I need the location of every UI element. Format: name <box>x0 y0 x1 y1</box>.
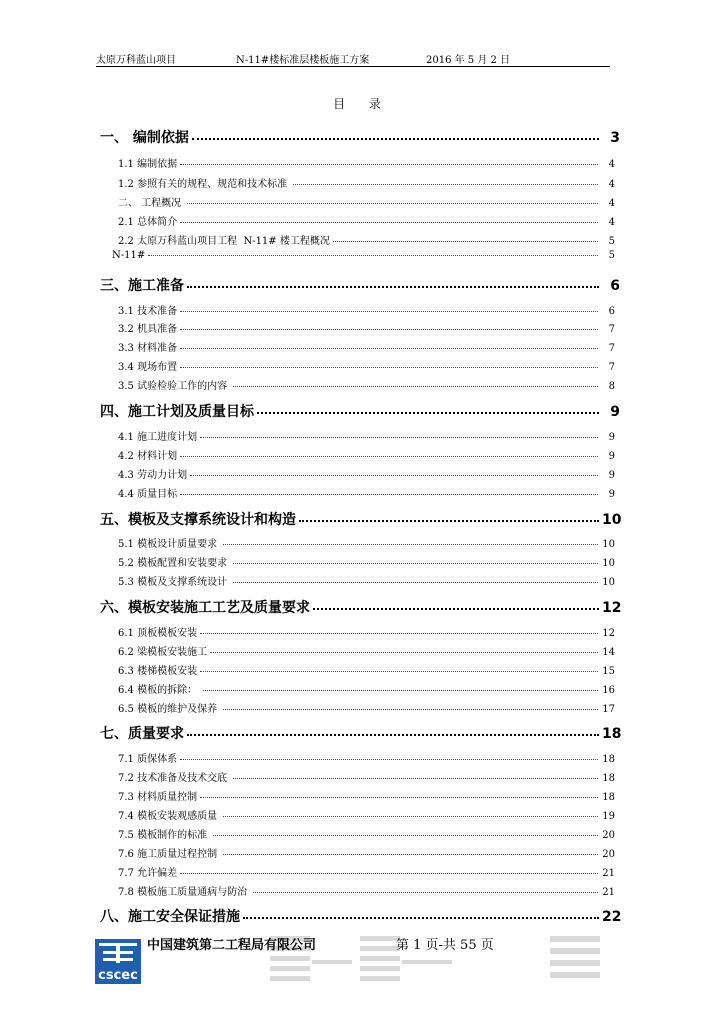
toc-leader-dots <box>210 652 598 653</box>
toc-subsection-entry[interactable] <box>118 428 615 443</box>
toc-page-number: 21 <box>602 868 615 879</box>
toc-entry-text: 一、 编制依据 <box>100 130 189 146</box>
toc-page-number: 9 <box>608 470 615 481</box>
toc-entry-text: 6.3 楼梯模板安装 <box>118 666 198 677</box>
toc-leader-dots <box>253 892 598 893</box>
toc-entry-text: 4.4 质量目标 <box>118 489 178 500</box>
toc-page-number: 15 <box>602 666 615 677</box>
toc-page-number: 5 <box>608 250 615 261</box>
toc-entry-text: 1.2 参照有关的规程、规范和技术标准 <box>118 179 291 190</box>
toc-subsection-entry[interactable] <box>118 700 615 715</box>
toc-section-entry[interactable] <box>100 723 620 743</box>
toc-subsection-entry[interactable] <box>118 807 615 822</box>
toc-leader-dots <box>187 734 599 736</box>
toc-page-number: 17 <box>602 704 615 715</box>
toc-subsection-entry[interactable] <box>118 358 615 373</box>
toc-leader-dots <box>180 311 598 312</box>
toc-subsection-entry[interactable] <box>118 535 615 550</box>
toc-page-number: 18 <box>602 773 615 784</box>
toc-page-number: 8 <box>608 381 615 392</box>
toc-subsection-entry[interactable] <box>118 826 615 841</box>
toc-entry-text: 6.2 梁模板安装施工 <box>118 647 208 658</box>
toc-leader-dots <box>180 348 598 349</box>
toc-title: 目 录 <box>333 97 391 111</box>
toc-entry-text: 6.4 模板的拆除： <box>118 685 201 696</box>
toc-subsection-entry[interactable] <box>118 864 615 879</box>
toc-subsection-entry[interactable] <box>118 302 615 317</box>
toc-page-number: 4 <box>608 159 615 170</box>
toc-leader-dots <box>223 544 598 545</box>
toc-page-number: 5 <box>608 236 615 247</box>
toc-page-number: 14 <box>602 647 615 658</box>
toc-leader-dots <box>148 255 598 256</box>
toc-entry-text: 7.4 模板安装观感质量 <box>118 811 221 822</box>
toc-page-number: 9 <box>610 404 620 420</box>
toc-leader-dots <box>192 138 599 140</box>
toc-leader-dots <box>180 164 598 165</box>
toc-subsection-entry[interactable] <box>118 485 615 500</box>
toc-leader-dots <box>233 386 598 387</box>
toc-entry-text: 7.6 施工质量过程控制 <box>118 849 221 860</box>
toc-subsection-entry[interactable] <box>118 377 615 392</box>
toc-leader-dots <box>233 582 598 583</box>
toc-subsection-entry[interactable] <box>112 250 615 261</box>
toc-leader-dots <box>299 520 599 522</box>
toc-leader-dots <box>213 835 598 836</box>
footer-company: 中国建筑第二工程局有限公司 <box>147 938 317 953</box>
toc-page-number: 10 <box>602 558 615 569</box>
toc-subsection-entry[interactable] <box>118 573 615 588</box>
toc-page-number: 7 <box>608 362 615 373</box>
toc-entry-text: 4.1 施工进度计划 <box>118 432 198 443</box>
toc-leader-dots <box>223 854 598 855</box>
footer-page-info: 第 1 页-共 55 页 <box>396 938 494 953</box>
toc-entry-text: N-11# <box>112 250 146 261</box>
toc-entry-text: 3.1 技术准备 <box>118 306 178 317</box>
toc-leader-dots <box>203 690 598 691</box>
header-date: 2016 年 5 月 2 日 <box>426 55 511 66</box>
toc-leader-dots <box>200 797 598 798</box>
toc-entry-text: 七、质量要求 <box>100 726 184 742</box>
toc-entry-text: 6.1 顶板模板安装 <box>118 628 198 639</box>
toc-page-number: 21 <box>602 887 615 898</box>
toc-subsection-entry[interactable] <box>118 845 615 860</box>
toc-subsection-entry[interactable] <box>118 662 615 677</box>
toc-leader-dots <box>190 475 598 476</box>
toc-leader-dots <box>223 709 598 710</box>
toc-entry-text: 7.1 质保体系 <box>118 754 178 765</box>
toc-leader-dots <box>180 456 598 457</box>
toc-subsection-entry[interactable] <box>118 194 615 209</box>
toc-page-number: 3 <box>610 130 620 146</box>
toc-subsection-entry[interactable] <box>118 320 615 335</box>
toc-subsection-entry[interactable] <box>118 750 615 765</box>
toc-page-number: 10 <box>602 577 615 588</box>
toc-leader-dots <box>257 412 599 414</box>
toc-entry-text: 7.2 技术准备及技术交底 <box>118 773 231 784</box>
toc-entry-text: 五、模板及支撑系统设计和构造 <box>100 512 296 528</box>
toc-leader-dots <box>180 367 598 368</box>
toc-leader-dots <box>187 286 599 288</box>
toc-section-entry[interactable] <box>100 597 620 617</box>
toc-subsection-entry[interactable] <box>118 769 615 784</box>
toc-entry-text: 5.1 模板设计质量要求 <box>118 539 221 550</box>
toc-page-number: 9 <box>608 451 615 462</box>
toc-leader-dots <box>180 222 598 223</box>
toc-entry-text: 二、 工程概况 <box>118 198 185 209</box>
toc-subsection-entry[interactable] <box>118 788 615 803</box>
toc-entry-text: 7.3 材料质量控制 <box>118 792 198 803</box>
cscec-logo-icon <box>95 939 141 984</box>
toc-subsection-entry[interactable] <box>118 624 615 639</box>
toc-page-number: 18 <box>602 792 615 803</box>
toc-page-number: 20 <box>602 849 615 860</box>
toc-leader-dots <box>180 494 598 495</box>
toc-entry-text: 3.4 现场布置 <box>118 362 178 373</box>
toc-leader-dots <box>223 816 598 817</box>
toc-subsection-entry[interactable] <box>118 232 615 247</box>
toc-entry-text: 三、施工准备 <box>100 278 184 294</box>
toc-page-number: 18 <box>602 726 622 742</box>
toc-page-number: 9 <box>608 432 615 443</box>
toc-entry-text: 4.3 劳动力计划 <box>118 470 188 481</box>
toc-page-number: 9 <box>608 489 615 500</box>
logo-text: cscec <box>98 968 138 983</box>
toc-subsection-entry[interactable] <box>118 447 615 462</box>
toc-leader-dots <box>200 633 598 634</box>
toc-leader-dots <box>180 759 598 760</box>
toc-entry-text: 6.5 模板的维护及保养 <box>118 704 221 715</box>
toc-entry-text: 5.2 模板配置和安装要求 <box>118 558 231 569</box>
toc-entry-text: 1.1 编制依据 <box>118 159 178 170</box>
toc-section-entry[interactable] <box>100 401 620 421</box>
toc-page-number: 20 <box>602 830 615 841</box>
toc-page-number: 6 <box>608 306 615 317</box>
toc-subsection-entry[interactable] <box>118 681 615 696</box>
toc-leader-dots <box>293 184 598 185</box>
header-project: 太原万科蓝山项目 <box>96 55 176 66</box>
toc-page-number: 12 <box>602 628 615 639</box>
toc-subsection-entry[interactable] <box>118 339 615 354</box>
toc-subsection-entry[interactable] <box>118 213 615 228</box>
toc-entry-text: 2.1 总体简介 <box>118 217 178 228</box>
toc-section-entry[interactable] <box>100 127 620 147</box>
toc-subsection-entry[interactable] <box>118 175 615 190</box>
toc-page-number: 7 <box>608 324 615 335</box>
toc-section-entry[interactable] <box>100 906 620 926</box>
toc-section-entry[interactable] <box>100 275 620 295</box>
toc-entry-text: 2.2 太原万科蓝山项目工程 N-11# 楼工程概况 <box>118 236 330 247</box>
toc-subsection-entry[interactable] <box>118 155 615 170</box>
toc-entry-text: 7.5 模板制作的标准 <box>118 830 211 841</box>
toc-leader-dots <box>187 203 598 204</box>
toc-subsection-entry[interactable] <box>118 466 615 481</box>
toc-section-entry[interactable] <box>100 509 620 529</box>
toc-page-number: 4 <box>608 198 615 209</box>
toc-entry-text: 八、施工安全保证措施 <box>100 909 240 925</box>
toc-leader-dots <box>180 873 598 874</box>
toc-subsection-entry[interactable] <box>118 554 615 569</box>
toc-entry-text: 5.3 模板及支撑系统设计 <box>118 577 231 588</box>
toc-entry-text: 3.3 材料准备 <box>118 343 178 354</box>
toc-page-number: 6 <box>610 278 620 294</box>
toc-page-number: 18 <box>602 754 615 765</box>
toc-page-number: 4 <box>608 217 615 228</box>
toc-page-number: 19 <box>602 811 615 822</box>
toc-entry-text: 3.2 机具准备 <box>118 324 178 335</box>
toc-entry-text: 7.8 模板施工质量通病与防治 <box>118 887 251 898</box>
toc-leader-dots <box>180 329 598 330</box>
toc-leader-dots <box>333 241 598 242</box>
toc-leader-dots <box>233 563 598 564</box>
toc-page-number: 7 <box>608 343 615 354</box>
toc-entry-text: 7.7 允许偏差 <box>118 868 178 879</box>
toc-leader-dots <box>313 608 599 610</box>
toc-leader-dots <box>233 778 598 779</box>
toc-subsection-entry[interactable] <box>118 643 615 658</box>
toc-page-number: 10 <box>602 512 622 528</box>
toc-entry-text: 四、施工计划及质量目标 <box>100 404 254 420</box>
toc-entry-text: 六、模板安装施工工艺及质量要求 <box>100 600 310 616</box>
toc-page-number: 12 <box>602 600 622 616</box>
toc-page-number: 16 <box>602 685 615 696</box>
page-header <box>96 50 610 67</box>
toc-leader-dots <box>200 671 598 672</box>
toc-page-number: 22 <box>602 909 622 925</box>
toc-entry-text: 3.5 试验检验工作的内容 <box>118 381 231 392</box>
toc-entry-text: 4.2 材料计划 <box>118 451 178 462</box>
toc-leader-dots <box>200 437 598 438</box>
toc-page-number: 10 <box>602 539 615 550</box>
toc-page-number: 4 <box>608 179 615 190</box>
toc-leader-dots <box>243 917 599 919</box>
header-document: N-11#楼标准层楼板施工方案 <box>236 55 370 66</box>
toc-subsection-entry[interactable] <box>118 883 615 898</box>
